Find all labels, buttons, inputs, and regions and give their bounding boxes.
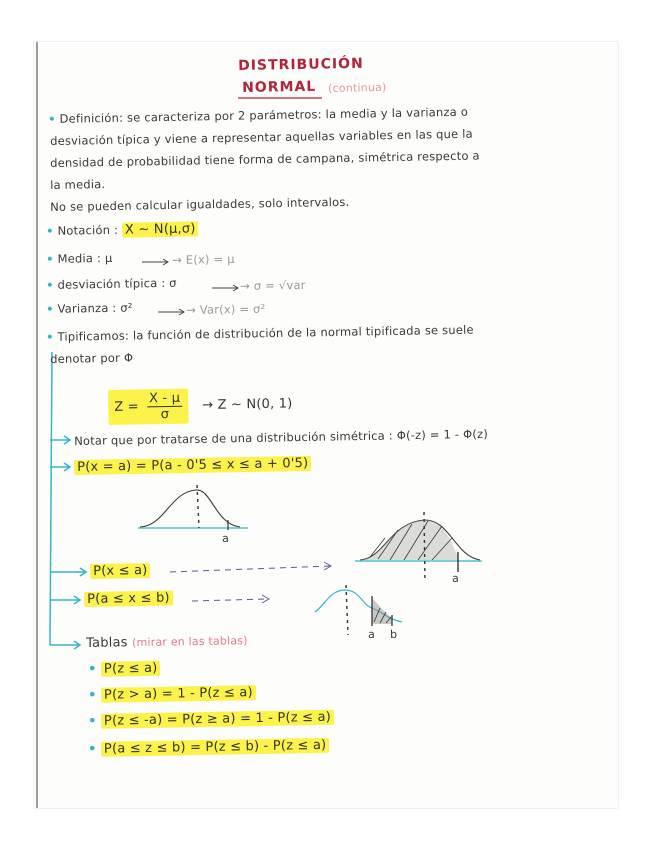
bullet-dot: • <box>46 301 54 316</box>
arrow-pxa <box>50 463 70 471</box>
tablas-label: Tablas <box>86 635 128 651</box>
bullet-dot: • <box>46 223 54 238</box>
rule-formula-3: P(z ≤ -a) = P(z ≥ a) = 1 - P(z ≤ a) <box>101 710 334 729</box>
graph-point-approx <box>138 485 248 530</box>
dashed-arrow-ple <box>170 566 330 572</box>
z-formula-lhs: Z = <box>114 399 139 415</box>
left-bracket-line <box>50 352 52 645</box>
tablas-row <box>86 633 248 651</box>
bullet-dot: • <box>88 687 97 703</box>
arrow-desv <box>212 285 238 291</box>
definition-line-3: densidad de probabilidad tiene forma de campana, simétrica respecto a <box>50 148 480 170</box>
p-le-formula: P(x ≤ a) <box>90 563 151 579</box>
graph-cumulative <box>355 512 482 582</box>
p-le-row <box>90 563 151 579</box>
rule-row-2 <box>88 685 256 703</box>
title-subtitle: (continua) <box>328 80 387 95</box>
definition-text-1: se caracteriza por 2 parámetros: la media y la varianza o <box>126 104 469 125</box>
symmetry-note: Notar que por tratarse de una distribución simétrica : Φ(-z) = 1 - Φ(z) <box>74 426 489 448</box>
title-normal: NORMAL <box>242 78 317 96</box>
no-calc-note: No se pueden calcular igualdades, solo intervalos. <box>50 194 350 214</box>
arrow-pbetween <box>50 596 80 604</box>
p-between-row <box>84 590 173 607</box>
notation-value: X ~ N(μ,σ) <box>122 221 199 237</box>
definition-line-2: desviación típica y viene a representar aquellas variables en las que la <box>50 126 473 148</box>
bullet-dot: • <box>88 661 97 677</box>
rule-formula-4: P(a ≤ z ≤ b) = P(z ≤ b) - P(z ≤ a) <box>101 738 330 757</box>
bullet-dot: • <box>88 713 97 729</box>
notation-label: Notación : <box>57 222 119 238</box>
p-between-formula: P(a ≤ x ≤ b) <box>84 590 173 607</box>
definition-label: Definición: <box>59 110 124 126</box>
z-formula-fraction <box>147 391 183 423</box>
graph2-label-a: a <box>452 571 460 585</box>
media-row <box>46 251 113 266</box>
desv-relation: → σ = √var <box>240 277 306 293</box>
arrow-notar <box>50 436 70 444</box>
tipif-line-2: denotar por Φ <box>50 350 134 366</box>
z-formula-result: → Z ~ N(0, 1) <box>202 396 293 413</box>
graph3-label-a: a <box>368 627 376 641</box>
rule-formula-2: P(z > a) = 1 - P(z ≤ a) <box>101 685 256 703</box>
desv-symbol: σ <box>169 275 177 290</box>
dashed-arrow-pbetween <box>192 599 268 601</box>
definition-line-4: la media. <box>50 177 106 192</box>
graph-interval <box>315 585 402 635</box>
z-formula-numerator: X - μ <box>147 391 182 408</box>
tipif-text-1: la función de distribución de la normal tipificada se suele <box>132 322 474 343</box>
rule-row-1 <box>88 661 161 677</box>
arrow-var <box>158 309 184 315</box>
varianza-label: Varianza : <box>57 300 117 316</box>
bullet-dot: • <box>46 277 54 292</box>
varianza-relation: → Var(x) = σ² <box>186 301 266 317</box>
z-formula-highlight <box>108 389 189 425</box>
bullet-dot: • <box>46 251 54 266</box>
media-label: Media <box>57 251 94 266</box>
varianza-symbol: σ² <box>120 300 133 315</box>
varianza-row <box>46 300 133 316</box>
tipif-label: Tipificamos: <box>57 328 130 344</box>
media-symbol: : μ <box>96 250 113 266</box>
media-relation: → E(x) = μ <box>172 251 235 267</box>
bullet-dot: • <box>46 329 54 344</box>
notation-row <box>46 221 199 239</box>
graph3-label-b: b <box>390 627 398 641</box>
z-formula <box>108 389 189 425</box>
z-formula-denominator: σ <box>160 406 170 423</box>
arrow-media <box>142 259 168 265</box>
rule-formula-1: P(z ≤ a) <box>101 661 161 677</box>
p-equal-formula: P(x = a) = P(a - 0'5 ≤ x ≤ a + 0'5) <box>74 456 311 475</box>
tablas-note: (mirar en las tablas) <box>131 634 248 650</box>
bullet-dot: • <box>48 111 56 126</box>
arrow-ple <box>50 568 86 576</box>
title-distribucion: DISTRIBUCIÓN <box>238 55 364 74</box>
bullet-dot: • <box>88 741 97 757</box>
graph1-label-a: a <box>222 531 230 545</box>
desv-row <box>46 276 177 292</box>
arrow-tablas <box>50 641 80 649</box>
desv-label: desviación típica : <box>57 275 166 292</box>
